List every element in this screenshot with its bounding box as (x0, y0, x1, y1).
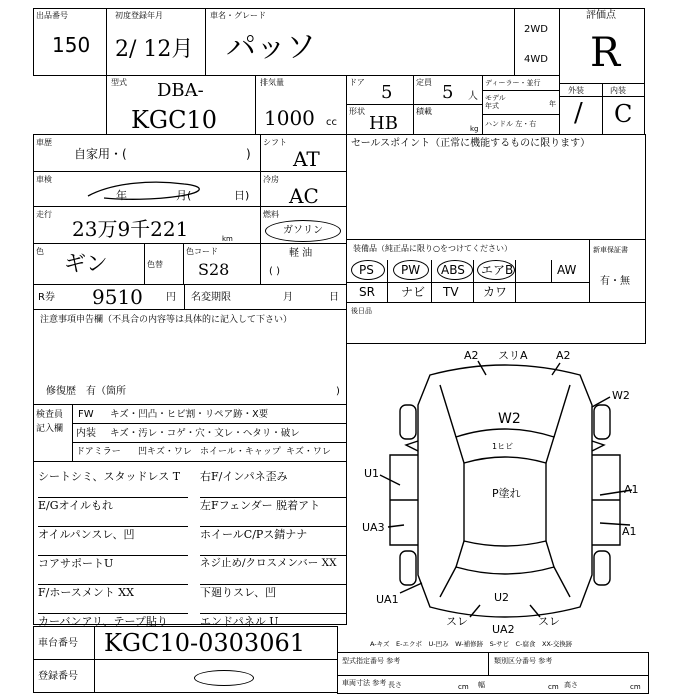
mark-u1: U1 (364, 467, 380, 480)
equip-airbag: エアB (481, 263, 514, 277)
remark-right-2: 左Fフェンダー 脱着アト (200, 500, 346, 527)
remark-left-4: コアサポートU (38, 558, 188, 585)
ac-cell (260, 171, 347, 207)
displacement-label: 排気量 (260, 78, 284, 87)
displacement-value: 1000 (264, 106, 315, 130)
mirror-items: 凹キズ・ワレ (138, 447, 192, 457)
remark-right-4: ネジ止め/クロスメンバー XX (200, 558, 346, 585)
sales-point-label: セールスポイント（正常に機能するものに限ります） (351, 138, 591, 149)
repair-close: ) (336, 386, 340, 397)
remarks-left (38, 471, 188, 630)
history-value: 自家用・( (74, 147, 127, 161)
door-cell (346, 75, 414, 105)
door-label: ドア (349, 78, 365, 87)
inspection-scribble (84, 178, 214, 204)
recycle-value: 9510 (92, 285, 143, 309)
light-oil-cell (260, 243, 347, 285)
equip-sr: SR (359, 285, 375, 299)
ac-label: 冷房 (263, 175, 279, 184)
lot-label: 出品番号 (36, 11, 68, 20)
light-oil-label: 軽 油 (289, 248, 313, 259)
lot-number: 150 (52, 33, 91, 57)
displacement-unit: cc (326, 117, 337, 128)
mileage-cell (33, 206, 261, 244)
load-label: 積載 (416, 107, 432, 116)
drive-4wd: 4WD (524, 54, 548, 65)
color-cell (33, 243, 145, 285)
remark-left-6: カーバンアリ、テープ貼り (38, 615, 168, 628)
body-shape-value: HB (369, 113, 398, 134)
mark-a2-front: A2 (464, 349, 479, 362)
history-paren-close: ) (246, 147, 251, 161)
equip-pw: PW (401, 263, 421, 277)
shift-value: AT (293, 147, 320, 171)
inspection-month: 月( (176, 189, 192, 202)
dimension-ref: 車両寸法 参考 (342, 679, 387, 687)
dealer-label: ディーラー・並行 (485, 79, 541, 87)
recycle-cell (33, 284, 185, 310)
checker-label2: 記入欄 (36, 424, 64, 434)
warranty-cell (589, 239, 646, 303)
equip-tv: TV (443, 285, 459, 299)
notes-label: 注意事項申告欄（不具合の内容等は具体的に記入して下さい） (40, 315, 293, 325)
remark-left-3: オイルパンスレ、凹 (38, 529, 188, 556)
type-model: KGC10 (131, 106, 218, 134)
color-code-cell (183, 243, 261, 285)
remark-right-3: ホイールC/Pス錆ナナ (200, 529, 346, 556)
shift-label: シフト (263, 138, 287, 147)
ac-value: AC (289, 184, 319, 208)
model-year-unit: 年 (549, 100, 556, 108)
grade-value: R (590, 30, 621, 76)
dim-height-cm: cm (630, 683, 641, 691)
chassis-label: 車台番号 (38, 638, 78, 649)
fw-items: キズ・凹凸・ヒビ割・リペア跡・X要 (110, 409, 269, 420)
model-name-cell (205, 8, 560, 76)
capacity-unit: 人 (468, 91, 478, 102)
tax-cell (184, 284, 347, 310)
equip-aw: AW (557, 263, 577, 277)
recycle-unit: 円 (166, 292, 176, 303)
mark-paint: P塗れ (492, 487, 521, 500)
body-shape-cell (346, 104, 414, 135)
tax-month: 月 (283, 292, 293, 303)
history-cell (33, 134, 261, 172)
registration-cell (33, 659, 338, 693)
color-value: ギン (64, 252, 108, 277)
chassis-cell (33, 626, 338, 660)
drive-2wd: 2WD (524, 24, 548, 35)
load-cell (413, 104, 483, 135)
class-ref: 類別区分番号 参考 (494, 657, 553, 665)
remark-left-5: F/ホースメント XX (38, 587, 188, 614)
mileage-value: 23万9千221 (72, 217, 189, 241)
spec-ref-cell (337, 652, 649, 694)
grade-cell (559, 8, 645, 84)
fuel-cell (260, 206, 347, 244)
dim-width-cm: cm (548, 683, 559, 691)
remark-left-1: シートシミ、スタッドレス T (38, 471, 188, 498)
first-reg-value: 2/ 12月 (115, 37, 194, 62)
notes-cell (33, 309, 347, 405)
dim-width: 幅 (478, 681, 485, 689)
type-cell (106, 75, 256, 135)
capacity-value: 5 (442, 82, 454, 103)
checker-label1: 検査員 (36, 410, 64, 420)
remarks-area (33, 461, 347, 628)
mileage-label: 走行 (36, 210, 52, 219)
capacity-cell (413, 75, 483, 105)
int-items: キズ・汚レ・コゲ・穴・文レ・ヘタリ・破レ (110, 428, 300, 439)
dim-length-cm: cm (458, 683, 469, 691)
dim-height: 高さ (564, 681, 578, 689)
sales-point-cell (346, 134, 646, 240)
int-label: 内装 (610, 86, 626, 95)
later-label: 後日品 (351, 307, 372, 315)
registration-scribble (194, 670, 254, 686)
mark-ua1: UA1 (376, 593, 399, 606)
model-name-label: 車名・グレード (210, 11, 266, 20)
capacity-label: 定員 (416, 78, 432, 87)
inspection-day: 日) (234, 189, 250, 202)
remark-right-1: 右F/インパネ歪み (200, 471, 346, 498)
mark-suri-a: スリA (498, 349, 528, 362)
grade-label: 評価点 (586, 10, 616, 21)
warranty-value: 有・無 (600, 276, 630, 287)
tax-day: 日 (329, 292, 339, 303)
tax-label: 名変期限 (191, 292, 231, 303)
model-name-value: パッソ (226, 30, 316, 65)
wheel-items: キズ・ワレ (286, 447, 331, 457)
ext-label: 外装 (568, 86, 584, 95)
legend: A-キズ E-エクボ U-凹み W-補修跡 S-サビ C-腐食 XX-交換跡 (370, 640, 573, 648)
warranty-label: 新車保証書 (593, 246, 628, 254)
wheel-label: ホイール・キャップ (200, 447, 281, 457)
door-value: 5 (381, 82, 393, 103)
handle-label: ハンドル 左・右 (485, 120, 537, 128)
body-shape-label: 形状 (349, 107, 365, 116)
type-prefix: DBA- (157, 80, 204, 101)
mark-a1-right: A1 (624, 483, 639, 496)
registration-label: 登録番号 (38, 671, 78, 682)
mark-sure-left: スレ (446, 615, 468, 628)
remark-left-2: E/Gオイルもれ (38, 500, 188, 527)
chassis-value: KGC10-0303061 (104, 629, 305, 657)
damage-diagram (360, 345, 650, 635)
checker-cell (33, 404, 347, 462)
equip-ps: PS (359, 263, 374, 277)
dealer-cell (482, 75, 560, 135)
type-label: 型式 (111, 78, 127, 87)
int-value: C (614, 100, 633, 128)
mark-w2-mirror: W2 (612, 389, 630, 402)
type-spec-ref: 型式指定番号 参考 (342, 657, 401, 665)
mark-sure-right: スレ (538, 615, 560, 628)
equip-abs: ABS (441, 263, 465, 277)
color-code-label: 色コード (186, 247, 218, 256)
ext-int-cell (559, 83, 645, 135)
equip-navi: ナビ (401, 285, 426, 299)
remark-right-6: エンドパネル U (200, 615, 279, 628)
inspection-cell (33, 171, 261, 207)
remark-right-5: 下廻りスレ、凹 (200, 587, 346, 614)
fuel-label: 燃料 (263, 210, 279, 219)
mark-ua3: UA3 (362, 521, 385, 534)
remarks-right (200, 471, 346, 630)
mark-a1-right-lower: A1 (622, 525, 637, 538)
repair-label: 修復歴 有（箇所 (46, 386, 126, 397)
mark-a2-right: A2 (556, 349, 571, 362)
mirror-label: ドアミラー (76, 447, 121, 457)
mark-w2-windshield: W2 (498, 411, 521, 427)
dim-length: 長さ (388, 681, 402, 689)
recycle-label: R券 (38, 292, 55, 303)
light-oil-paren: ( ) (269, 266, 280, 277)
mark-u2: U2 (494, 591, 510, 604)
equipment-label: 装備品（純正品に限り○をつけてください） (353, 244, 512, 253)
color-code-value: S28 (198, 260, 230, 279)
repaint-label: 色替 (147, 260, 163, 269)
model-year-label: モデル年式 (485, 94, 506, 110)
inspection-label: 車検 (36, 175, 52, 184)
repaint-cell (144, 243, 184, 285)
mark-crack: 1ヒビ (492, 442, 514, 451)
later-cell (346, 302, 646, 344)
int-label-checker: 内装 (76, 428, 96, 439)
history-label: 車歴 (36, 138, 52, 147)
fw-label: FW (78, 409, 94, 420)
shift-cell (260, 134, 347, 172)
first-reg-label: 初度登録年月 (115, 11, 163, 20)
equipment-cell (346, 239, 590, 303)
equip-leather: カワ (483, 285, 508, 299)
mark-ua2: UA2 (492, 623, 515, 635)
color-label: 色 (36, 247, 44, 256)
load-unit: kg (470, 125, 479, 133)
first-reg-cell (106, 8, 206, 76)
inspection-year: 年 (116, 189, 127, 202)
lot-cell (33, 8, 107, 76)
displacement-cell (255, 75, 347, 135)
ext-value: / (574, 98, 583, 128)
mileage-unit: km (222, 235, 233, 243)
fuel-value: ガソリン (283, 225, 323, 236)
